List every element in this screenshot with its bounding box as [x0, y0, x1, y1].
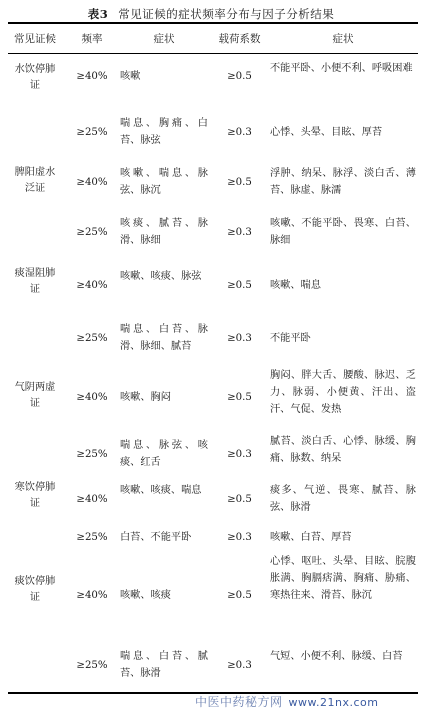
syndrome-label: 痰湿阻肺证 — [14, 268, 56, 295]
symptom-cell: 喘息、胸痛、白苔、脉弦 — [120, 118, 208, 146]
loading-cell: ≥0.5 — [227, 590, 252, 601]
syndrome-label: 脾阳虚水泛证 — [14, 167, 56, 194]
symptom-cell: 咳嗽、咳痰 — [120, 590, 171, 601]
frequency-cell: ≥40% — [76, 494, 108, 505]
symptom-cell: 喘息、脉弦、咳痰、红舌 — [120, 440, 208, 468]
factor-symptom-cell: 气短、小便不利、脉缓、白苔 — [270, 651, 403, 662]
factor-symptom-cell: 心悸、头晕、目眩、厚苔 — [270, 127, 383, 138]
loading-cell: ≥0.3 — [227, 127, 252, 138]
frequency-cell: ≥25% — [76, 127, 108, 138]
frequency-cell: ≥25% — [76, 532, 108, 543]
header-rule — [8, 53, 418, 54]
header-syndrome: 常见证候 — [14, 33, 56, 45]
top-rule — [8, 22, 418, 24]
loading-cell: ≥0.5 — [227, 392, 252, 403]
loading-cell: ≥0.3 — [227, 660, 252, 671]
syndrome-label: 痰饮停肺证 — [14, 576, 56, 603]
syndrome-label: 寒饮停肺证 — [14, 482, 56, 509]
frequency-cell: ≥25% — [76, 227, 108, 238]
factor-symptom-cell: 腻苔、淡白舌、心悸、脉缓、胸痛、脉数、纳呆 — [270, 436, 416, 464]
loading-cell: ≥0.3 — [227, 449, 252, 460]
loading-cell: ≥0.3 — [227, 333, 252, 344]
loading-cell: ≥0.5 — [227, 494, 252, 505]
frequency-cell: ≥40% — [76, 590, 108, 601]
syndrome-label: 水饮停肺证 — [14, 64, 56, 91]
frequency-cell: ≥25% — [76, 333, 108, 344]
factor-symptom-cell: 咳嗽、喘息 — [270, 280, 321, 291]
frequency-cell: ≥25% — [76, 449, 108, 460]
symptom-cell: 咳嗽、胸闷 — [120, 392, 171, 403]
symptom-cell: 喘息、白苔、脉滑、脉细、腻苔 — [120, 324, 208, 352]
syndrome-label: 气阴两虚证 — [14, 382, 56, 409]
header-frequency: 频率 — [81, 33, 103, 45]
header-symptom: 症状 — [153, 33, 175, 45]
factor-symptom-cell: 咳嗽、白苔、厚苔 — [270, 532, 352, 543]
loading-cell: ≥0.5 — [227, 177, 252, 188]
header-factor-symptom: 症状 — [332, 33, 354, 45]
site-watermark — [195, 693, 378, 710]
frequency-cell: ≥40% — [76, 392, 108, 403]
frequency-cell: ≥40% — [76, 280, 108, 291]
loading-cell: ≥0.5 — [227, 280, 252, 291]
table-number: 表3 — [87, 7, 109, 21]
factor-symptom-cell: 咳嗽、不能平卧、畏寒、白苔、脉细 — [270, 218, 416, 246]
symptom-cell: 喘息、白苔、腻苔、脉滑 — [120, 651, 208, 679]
symptom-cell: 咳嗽、喘息、脉弦、脉沉 — [120, 168, 208, 196]
table-caption — [0, 6, 422, 22]
frequency-cell: ≥40% — [76, 177, 108, 188]
frequency-cell: ≥25% — [76, 660, 108, 671]
watermark-text: 中医中药秘方网 — [195, 695, 283, 709]
symptom-cell: 咳嗽 — [120, 71, 141, 82]
factor-symptom-cell: 不能平卧 — [270, 333, 311, 344]
symptom-cell: 咳嗽、咳痰、喘息 — [120, 485, 202, 496]
factor-symptom-cell: 痰多、气逆、畏寒、腻苔、脉弦、脉滑 — [270, 485, 416, 513]
header-loading: 载荷系数 — [218, 33, 261, 45]
factor-symptom-cell: 胸闷、胖大舌、腰酸、脉迟、乏力、脉弱、小便黄、汗出、盗汗、气促、发热 — [270, 370, 416, 415]
frequency-cell: ≥40% — [76, 71, 108, 82]
loading-cell: ≥0.5 — [227, 71, 252, 82]
watermark-url: www.21nx.com — [288, 696, 379, 709]
symptom-cell: 咳嗽、咳痰、脉弦 — [120, 271, 202, 282]
loading-cell: ≥0.3 — [227, 532, 252, 543]
factor-symptom-cell: 不能平卧、小便不利、呼吸困难 — [270, 63, 413, 74]
symptom-cell: 白苔、不能平卧 — [120, 532, 192, 543]
factor-symptom-cell: 浮肿、纳呆、脉浮、淡白舌、薄苔、脉虚、脉濡 — [270, 168, 416, 196]
factor-symptom-cell: 心悸、呕吐、头晕、目眩、脘腹胀满、胸膈痞满、胸痛、胁痛、寒热往来、滑苔、脉沉 — [270, 556, 416, 601]
table-title: 常见证候的症状频率分布与因子分析结果 — [118, 7, 335, 21]
loading-cell: ≥0.3 — [227, 227, 252, 238]
symptom-cell: 咳痰、腻苔、脉滑、脉细 — [120, 218, 208, 246]
